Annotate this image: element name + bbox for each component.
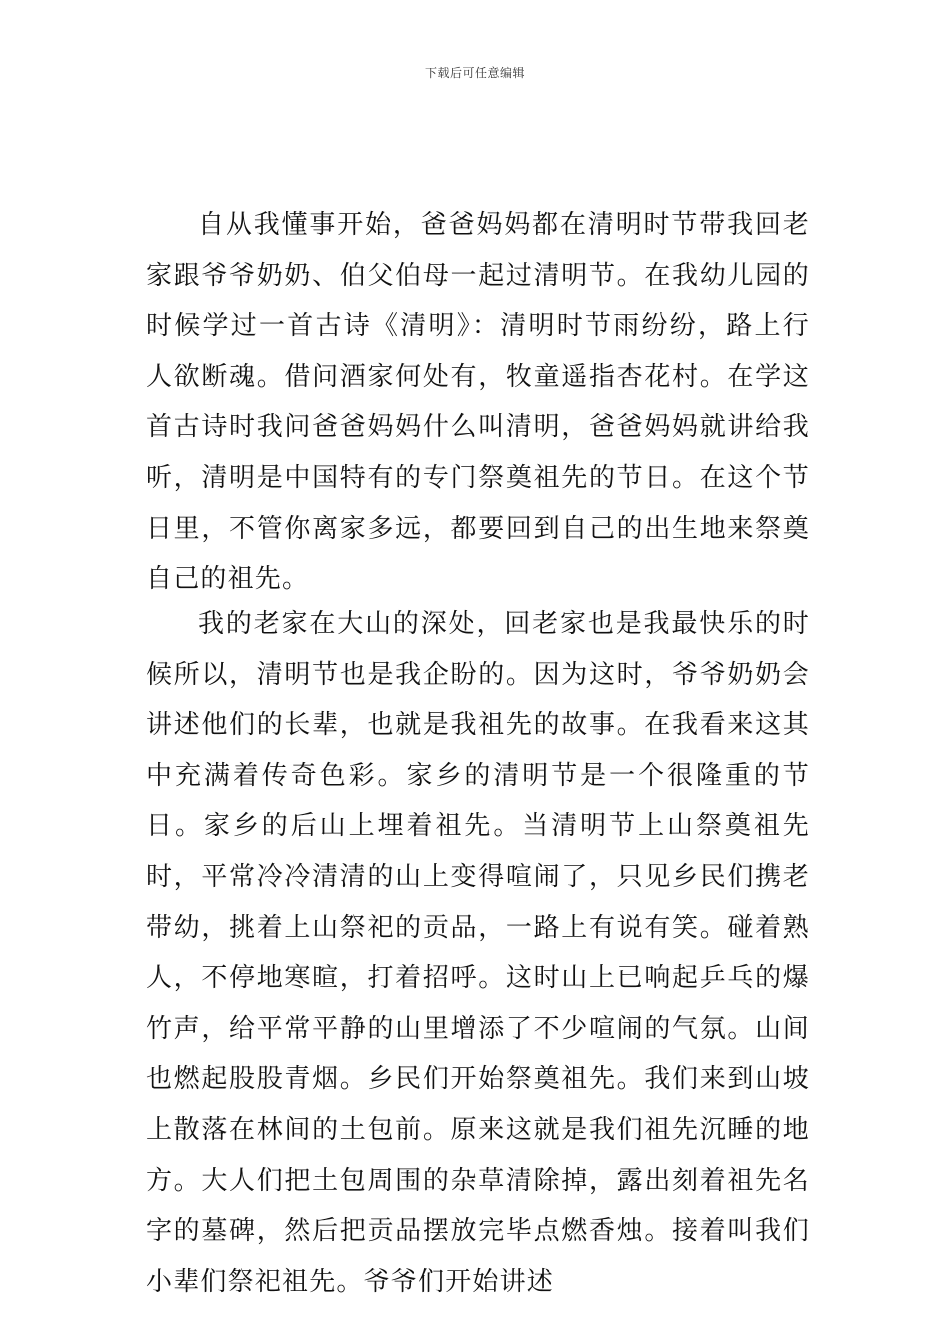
body-paragraph-1: 自从我懂事开始，爸爸妈妈都在清明时节带我回老家跟爷爷奶奶、伯父伯母一起过清明节。在我幼儿园的时候学过一首古诗《清明》：清明时节雨纷纷，路上行人欲断魂。借问酒家何处有，牧童遥指杏花村。在学这首古诗时我问爸爸妈妈什么叫清明，爸爸妈妈就讲给我听，清明是中国特有的专门祭奠祖先的节日。在这个节日里，不管你离家多远，都要回到自己的出生地来祭奠自己的祖先。 — [146, 210, 810, 595]
page-header-note: 下载后可任意编辑 — [424, 66, 525, 80]
body-paragraph-2: 我的老家在大山的深处，回老家也是我最快乐的时候所以，清明节也是我企盼的。因为这时，爷爷奶奶会讲述他们的长辈，也就是我祖先的故事。在我看来这其中充满着传奇色彩。家乡的清明节是一个很隆重的节日。家乡的后山上埋着祖先。当清明节上山祭奠祖先时，平常冷冷清清的山上变得喧闹了，只见乡民们携老带幼，挑着上山祭祀的贡品，一路上有说有笑。碰着熟人，不停地寒暄，打着招呼。这时山上已响起乒乓的爆竹声，给平常平静的山里增添了不少喧闹的气氛。山间也燃起股股青烟。乡民们开始祭奠祖先。我们来到山坡上散落在林间的土包前。原来这就是我们祖先沉睡的地方。大人们把土包周围的杂草清除掉，露出刻着祖先名字的墓碑，然后把贡品摆放完毕点燃香烛。接着叫我们小辈们祭祀祖先。爷爷们开始讲述 — [146, 609, 810, 1297]
